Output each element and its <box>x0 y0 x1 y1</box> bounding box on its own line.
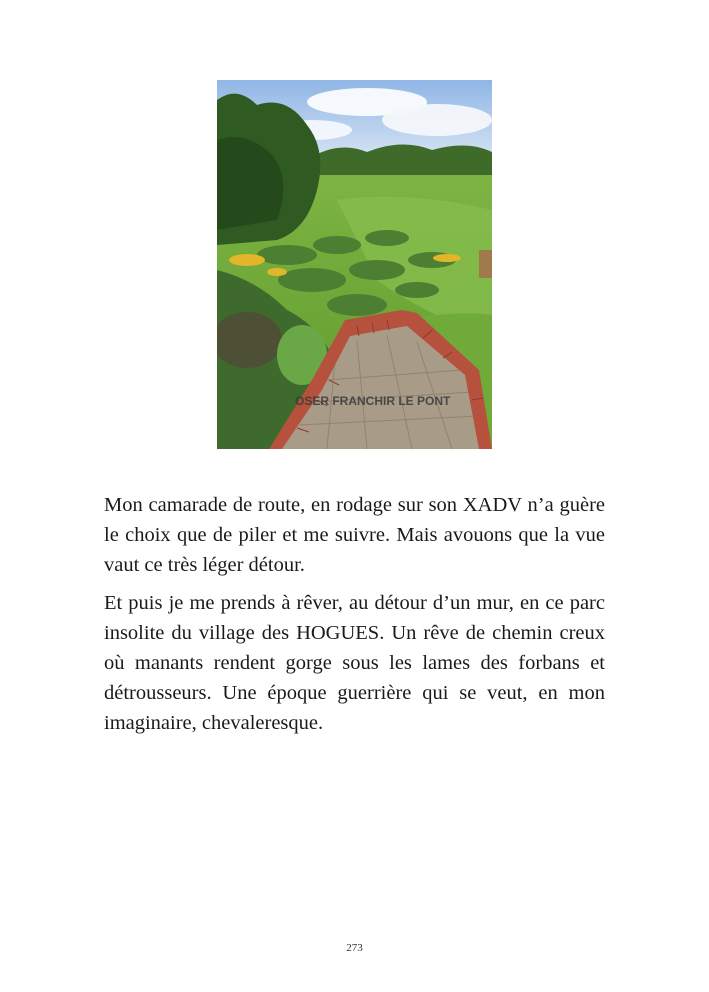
garden-photo <box>217 80 492 449</box>
paragraph-2: Et puis je me prends à rêver, au détour d’un mur, en ce parc insolite du village des HOGUES. Un rêve de chemin creux où manants rendent gorge sous les lames des forbans et détrousseurs. Une époque guerrière qui se veut, en mon imaginaire, chevaleresque. <box>104 592 605 734</box>
page-number: 273 <box>346 942 363 954</box>
photo-watermark: OSER FRANCHIR LE PONT <box>295 394 451 408</box>
paragraph-1: Mon camarade de route, en rodage sur son XADV n’a guère le choix que de piler et me suivre. Mais avouons que la vue vaut ce très léger détour. <box>104 494 605 576</box>
body-text <box>104 490 605 738</box>
